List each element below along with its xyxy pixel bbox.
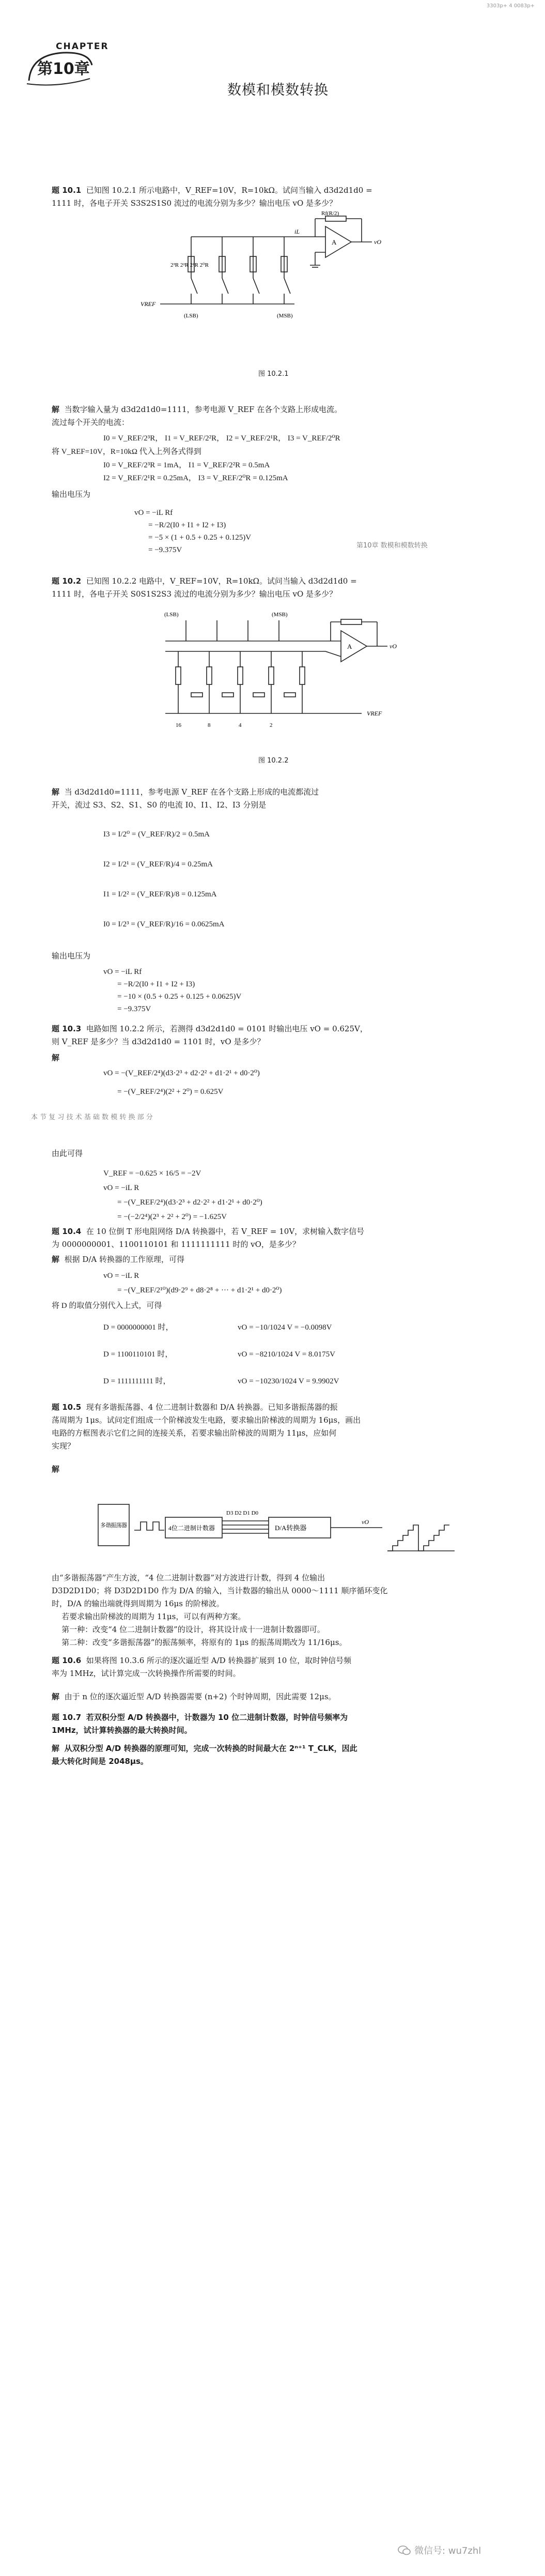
corner-noise: 3303p+ 4 0083p+ bbox=[486, 3, 535, 9]
equation: vO = −iL Rf bbox=[103, 968, 142, 976]
q-label: 题 10.2 bbox=[52, 576, 82, 586]
answer-text: 输出电压为 bbox=[52, 491, 91, 499]
answer-text: 输出电压为 bbox=[52, 952, 91, 961]
answer-text: 第二种：改变“多谐振荡器”的振荡频率，将原有的 1μs 的振荡周期改为 11/16μs。 bbox=[61, 1638, 347, 1647]
fig-label: 2³R 2²R 2¹R 2⁰R bbox=[170, 262, 209, 268]
answer-label: 解 bbox=[52, 1255, 60, 1264]
fig-label: 多谐振荡器 bbox=[100, 1522, 127, 1529]
fig-label: (LSB) bbox=[184, 313, 198, 319]
fig-label: (MSB) bbox=[277, 313, 293, 319]
answer-label: 解 bbox=[52, 1465, 60, 1474]
fig-label: D3 D2 D1 D0 bbox=[226, 1510, 259, 1516]
figure-caption: 图 10.2.2 bbox=[258, 757, 289, 765]
answer-text: 最大转化时间是 2048μs。 bbox=[52, 1757, 148, 1766]
equation: I2 = V_REF/2¹R = 0.25mA， I3 = V_REF/2⁰R = 0.125mA bbox=[103, 474, 288, 482]
q10-6 bbox=[52, 1654, 496, 1680]
equation: = −(V_REF/2⁴)(2² + 2⁰) = 0.625V bbox=[117, 1088, 224, 1096]
q-text: 已知图 10.2.1 所示电路中，V_REF=10V，R=10kΩ。试问当输入 d3d2d1d0 = bbox=[86, 186, 372, 195]
answer-text: 开关，流过 S3、S2、S1、S0 的电流 I0、I1、I2、I3 分别是 bbox=[52, 800, 267, 810]
answer-text: 根据 D/A 转换器的工作原理，可得 bbox=[64, 1255, 185, 1264]
answer-label: 解 bbox=[52, 787, 60, 797]
q-text: 1111 时，各电子开关 S3S2S1S0 流过的电流分别为多少？输出电压 vO 是多少？ bbox=[52, 199, 337, 208]
equation: I0 = V_REF/2³R = 1mA， I1 = V_REF/2²R = 0.5mA bbox=[103, 461, 270, 469]
equation: vO = −10/1024 V = −0.0098V bbox=[238, 1323, 332, 1332]
q10-5 bbox=[52, 1401, 496, 1453]
q10-4 bbox=[52, 1225, 496, 1251]
fig-label: (LSB) bbox=[164, 612, 179, 618]
equation: V_REF = −0.625 × 16/5 = −2V bbox=[103, 1169, 201, 1178]
q-text: 电路的方框图表示它们之间的连接关系，若要求输出阶梯波的周期为 11μs，应如何 bbox=[52, 1428, 337, 1438]
wechat-icon bbox=[398, 2544, 411, 2556]
answer-text: 由于 n 位的逐次逼近型 A/D 转换器需要 (n+2) 个时钟周期，因此需要 12μs。 bbox=[64, 1692, 336, 1701]
q-label: 题 10.1 bbox=[52, 186, 82, 195]
chapter-badge bbox=[27, 41, 109, 88]
equation: = −R/2(I0 + I1 + I2 + I3) bbox=[148, 521, 226, 529]
fig-label: VREF bbox=[141, 300, 156, 308]
circuit-10-2-1-icon bbox=[139, 210, 387, 340]
q-text: 电路如图 10.2.2 所示，若测得 d3d2d1d0 = 0101 时输出电压 vO = 0.625V， bbox=[86, 1024, 368, 1033]
fig-label: 16 bbox=[176, 722, 181, 728]
q-text: 现有多谐振荡器、4 位二进制计数器和 D/A 转换器。已知多谐振荡器的振 bbox=[86, 1403, 338, 1412]
a10-5 bbox=[52, 1463, 496, 1476]
equation: D = 0000000001 时， bbox=[103, 1323, 174, 1332]
equation: = −10 × (0.5 + 0.25 + 0.125 + 0.0625)V bbox=[117, 993, 242, 1001]
q-text: 荡周期为 1μs。试问定们组成一个阶梯波发生电路，要求输出阶梯波的周期为 16μs，画出 bbox=[52, 1415, 361, 1425]
block-diagram-icon bbox=[93, 1489, 465, 1566]
fig-label: (MSB) bbox=[272, 612, 288, 618]
fig-label: iL bbox=[294, 228, 300, 235]
fig-label: Rf(R/2) bbox=[321, 210, 339, 217]
figure-caption: 图 10.2.1 bbox=[258, 370, 289, 378]
q-label: 题 10.6 bbox=[52, 1656, 82, 1665]
equation: I1 = I/2² = (V_REF/R)/8 = 0.125mA bbox=[103, 890, 217, 898]
chapter-title: 数模和模数转换 bbox=[227, 82, 329, 98]
equation: vO = −iL R bbox=[103, 1272, 139, 1280]
q-text: 1111 时，各电子开关 S0S1S2S3 流过的电流分别为多少？输出电压 vO 是多少？ bbox=[52, 589, 337, 599]
q10-2 bbox=[52, 575, 496, 601]
q-text: 如果将图 10.3.6 所示的逐次逼近型 A/D 转换器扩展到 10 位，取时钟信号频 bbox=[86, 1656, 352, 1665]
figure-block-diagram bbox=[93, 1489, 465, 1568]
answer-label: 解 bbox=[52, 405, 60, 414]
equation: vO = −8210/1024 V = 8.0175V bbox=[238, 1350, 336, 1359]
q-text: 为 0000000001、1100110101 和 1111111111 时的 vO，是多少？ bbox=[52, 1240, 300, 1249]
bleed-through-text: 本 节 复 习 技 术 基 础 数 模 转 换 部 分 bbox=[31, 1114, 153, 1121]
q-text: 率为 1MHz，试计算完成一次转换操作所需要的时间。 bbox=[52, 1669, 241, 1678]
equation: vO = −10230/1024 V = 9.9902V bbox=[238, 1377, 339, 1385]
circuit-10-2-2-icon bbox=[155, 610, 398, 734]
answer-label: 解 bbox=[52, 1744, 60, 1753]
fig-label: vO bbox=[390, 643, 397, 650]
bleed-through-text: 第10章 数模和模数转换 bbox=[356, 542, 428, 550]
answer-text: D3D2D1D0；将 D3D2D1D0 作为 D/A 的输入，当计数器的输出从 0000～1111 顺序循环变化 bbox=[52, 1586, 388, 1595]
answer-text: 当 d3d2d1d0=1111，参考电源 V_REF 在各个支路上形成的电流都流过 bbox=[64, 787, 319, 797]
figure-10-2-2 bbox=[155, 610, 398, 736]
figure-10-2-1 bbox=[139, 210, 387, 342]
answer-text: 将 D 的取值分别代入上式，可得 bbox=[52, 1302, 162, 1310]
equation: D = 1100110101 时， bbox=[103, 1350, 173, 1359]
a10-1 bbox=[52, 403, 496, 429]
q-text: 1MHz，试计算转换器的最大转换时间。 bbox=[52, 1726, 192, 1735]
a10-2 bbox=[52, 786, 496, 812]
equation: = −R/2(I0 + I1 + I2 + I3) bbox=[117, 980, 195, 988]
fig-label: A bbox=[347, 643, 352, 650]
answer-label: 解 bbox=[52, 1692, 60, 1701]
q-text: 则 V_REF 是多少？当 d3d2d1d0 = 1101 时，vO 是多少？ bbox=[52, 1037, 265, 1046]
equation: = −9.375V bbox=[148, 546, 182, 554]
q-text: 实现？ bbox=[52, 1441, 75, 1451]
q-text: 若双积分型 A/D 转换器中，计数器为 10 位二进制计数器，时钟信号频率为 bbox=[86, 1713, 348, 1722]
fig-label: 2 bbox=[270, 722, 273, 728]
a10-5-text bbox=[52, 1572, 496, 1649]
chapter-word: CHAPTER bbox=[56, 41, 109, 52]
answer-text: 若要求输出阶梯波的周期为 11μs，可以有两种方案。 bbox=[61, 1612, 246, 1621]
equation: D = 1111111111 时， bbox=[103, 1377, 171, 1385]
equation: I3 = I/2⁰ = (V_REF/R)/2 = 0.5mA bbox=[103, 830, 210, 839]
q10-3 bbox=[52, 1023, 496, 1048]
answer-text: 将 V_REF=10V，R=10kΩ 代入上列各式得到 bbox=[52, 448, 201, 456]
answer-text: 当数字输入量为 d3d2d1d0=1111，参考电源 V_REF 在各个支路上形成电流。 bbox=[64, 405, 342, 414]
fig-label: 4 bbox=[239, 722, 242, 728]
fig-label: vO bbox=[362, 1518, 369, 1526]
q-label: 题 10.3 bbox=[52, 1024, 82, 1033]
a10-3 bbox=[52, 1051, 496, 1064]
fig-label: A bbox=[332, 238, 337, 246]
equation: vO = −iL Rf bbox=[134, 509, 173, 517]
equation: = −(V_REF/2⁴)(d3·2³ + d2·2² + d1·2¹ + d0·2⁰) bbox=[117, 1198, 262, 1207]
equation: vO = −(V_REF/2⁴)(d3·2³ + d2·2² + d1·2¹ + d0·2⁰) bbox=[103, 1069, 260, 1077]
equation: I2 = I/2¹ = (V_REF/R)/4 = 0.25mA bbox=[103, 860, 213, 868]
equation: I0 = I/2³ = (V_REF/R)/16 = 0.0625mA bbox=[103, 920, 225, 928]
answer-text: 第一种：改变“4 位二进制计数器”的设计，将其设计成十一进制计数器即可。 bbox=[61, 1625, 325, 1634]
watermark-text: 微信号: wu7zhl bbox=[414, 2545, 481, 2556]
q-text: 在 10 位倒 T 形电阻网络 D/A 转换器中，若 V_REF = 10V，求树输入数字信号 bbox=[86, 1227, 365, 1236]
q-text: 已知图 10.2.2 电路中，V_REF=10V，R=10kΩ。试问当输入 d3d2d1d0 = bbox=[86, 576, 357, 586]
a10-6 bbox=[52, 1690, 496, 1703]
fig-label: 8 bbox=[208, 722, 211, 728]
q-label: 题 10.7 bbox=[52, 1713, 82, 1722]
answer-label: 解 bbox=[52, 1053, 60, 1062]
a10-4 bbox=[52, 1253, 496, 1266]
fig-label: VREF bbox=[367, 710, 382, 717]
fig-label: 4位二进制计数器 bbox=[168, 1525, 215, 1532]
equation: = −(−2/2⁴)(2³ + 2² + 2⁰) = −1.625V bbox=[117, 1213, 227, 1221]
fig-label: D/A转换器 bbox=[275, 1524, 307, 1532]
q-label: 题 10.4 bbox=[52, 1227, 82, 1236]
answer-text: 由此可得 bbox=[52, 1150, 83, 1158]
q10-7 bbox=[52, 1711, 496, 1737]
fig-label: vO bbox=[374, 238, 381, 246]
equation: vO = −iL R bbox=[103, 1184, 139, 1192]
watermark bbox=[398, 2543, 481, 2557]
answer-text: 时，D/A 的输出端就得到周期为 16μs 的阶梯波。 bbox=[52, 1599, 224, 1608]
equation: I0 = V_REF/2³R， I1 = V_REF/2²R， I2 = V_REF/2¹R， I3 = V_REF/2⁰R bbox=[103, 434, 340, 443]
answer-text: 从双积分型 A/D 转换器的原理可知，完成一次转换的时间最大在 2ⁿ⁺¹ T_CLK，因此 bbox=[64, 1744, 357, 1753]
answer-text: 流过每个开关的电流： bbox=[52, 418, 130, 427]
equation: = −9.375V bbox=[117, 1005, 151, 1013]
equation: = −(V_REF/2¹⁰)(d9·2⁹ + d8·2⁸ + ··· + d1·2¹ + d0·2⁰) bbox=[117, 1286, 282, 1294]
q10-1 bbox=[52, 184, 496, 210]
chapter-number: 第10章 bbox=[37, 60, 90, 78]
q-label: 题 10.5 bbox=[52, 1403, 82, 1412]
answer-text: 由“多谐振荡器”产生方波，“4 位二进制计数器”对方波进行计数，得到 4 位输出 bbox=[52, 1573, 325, 1582]
equation: = −5 × (1 + 0.5 + 0.25 + 0.125)V bbox=[148, 534, 252, 542]
a10-7 bbox=[52, 1742, 496, 1768]
